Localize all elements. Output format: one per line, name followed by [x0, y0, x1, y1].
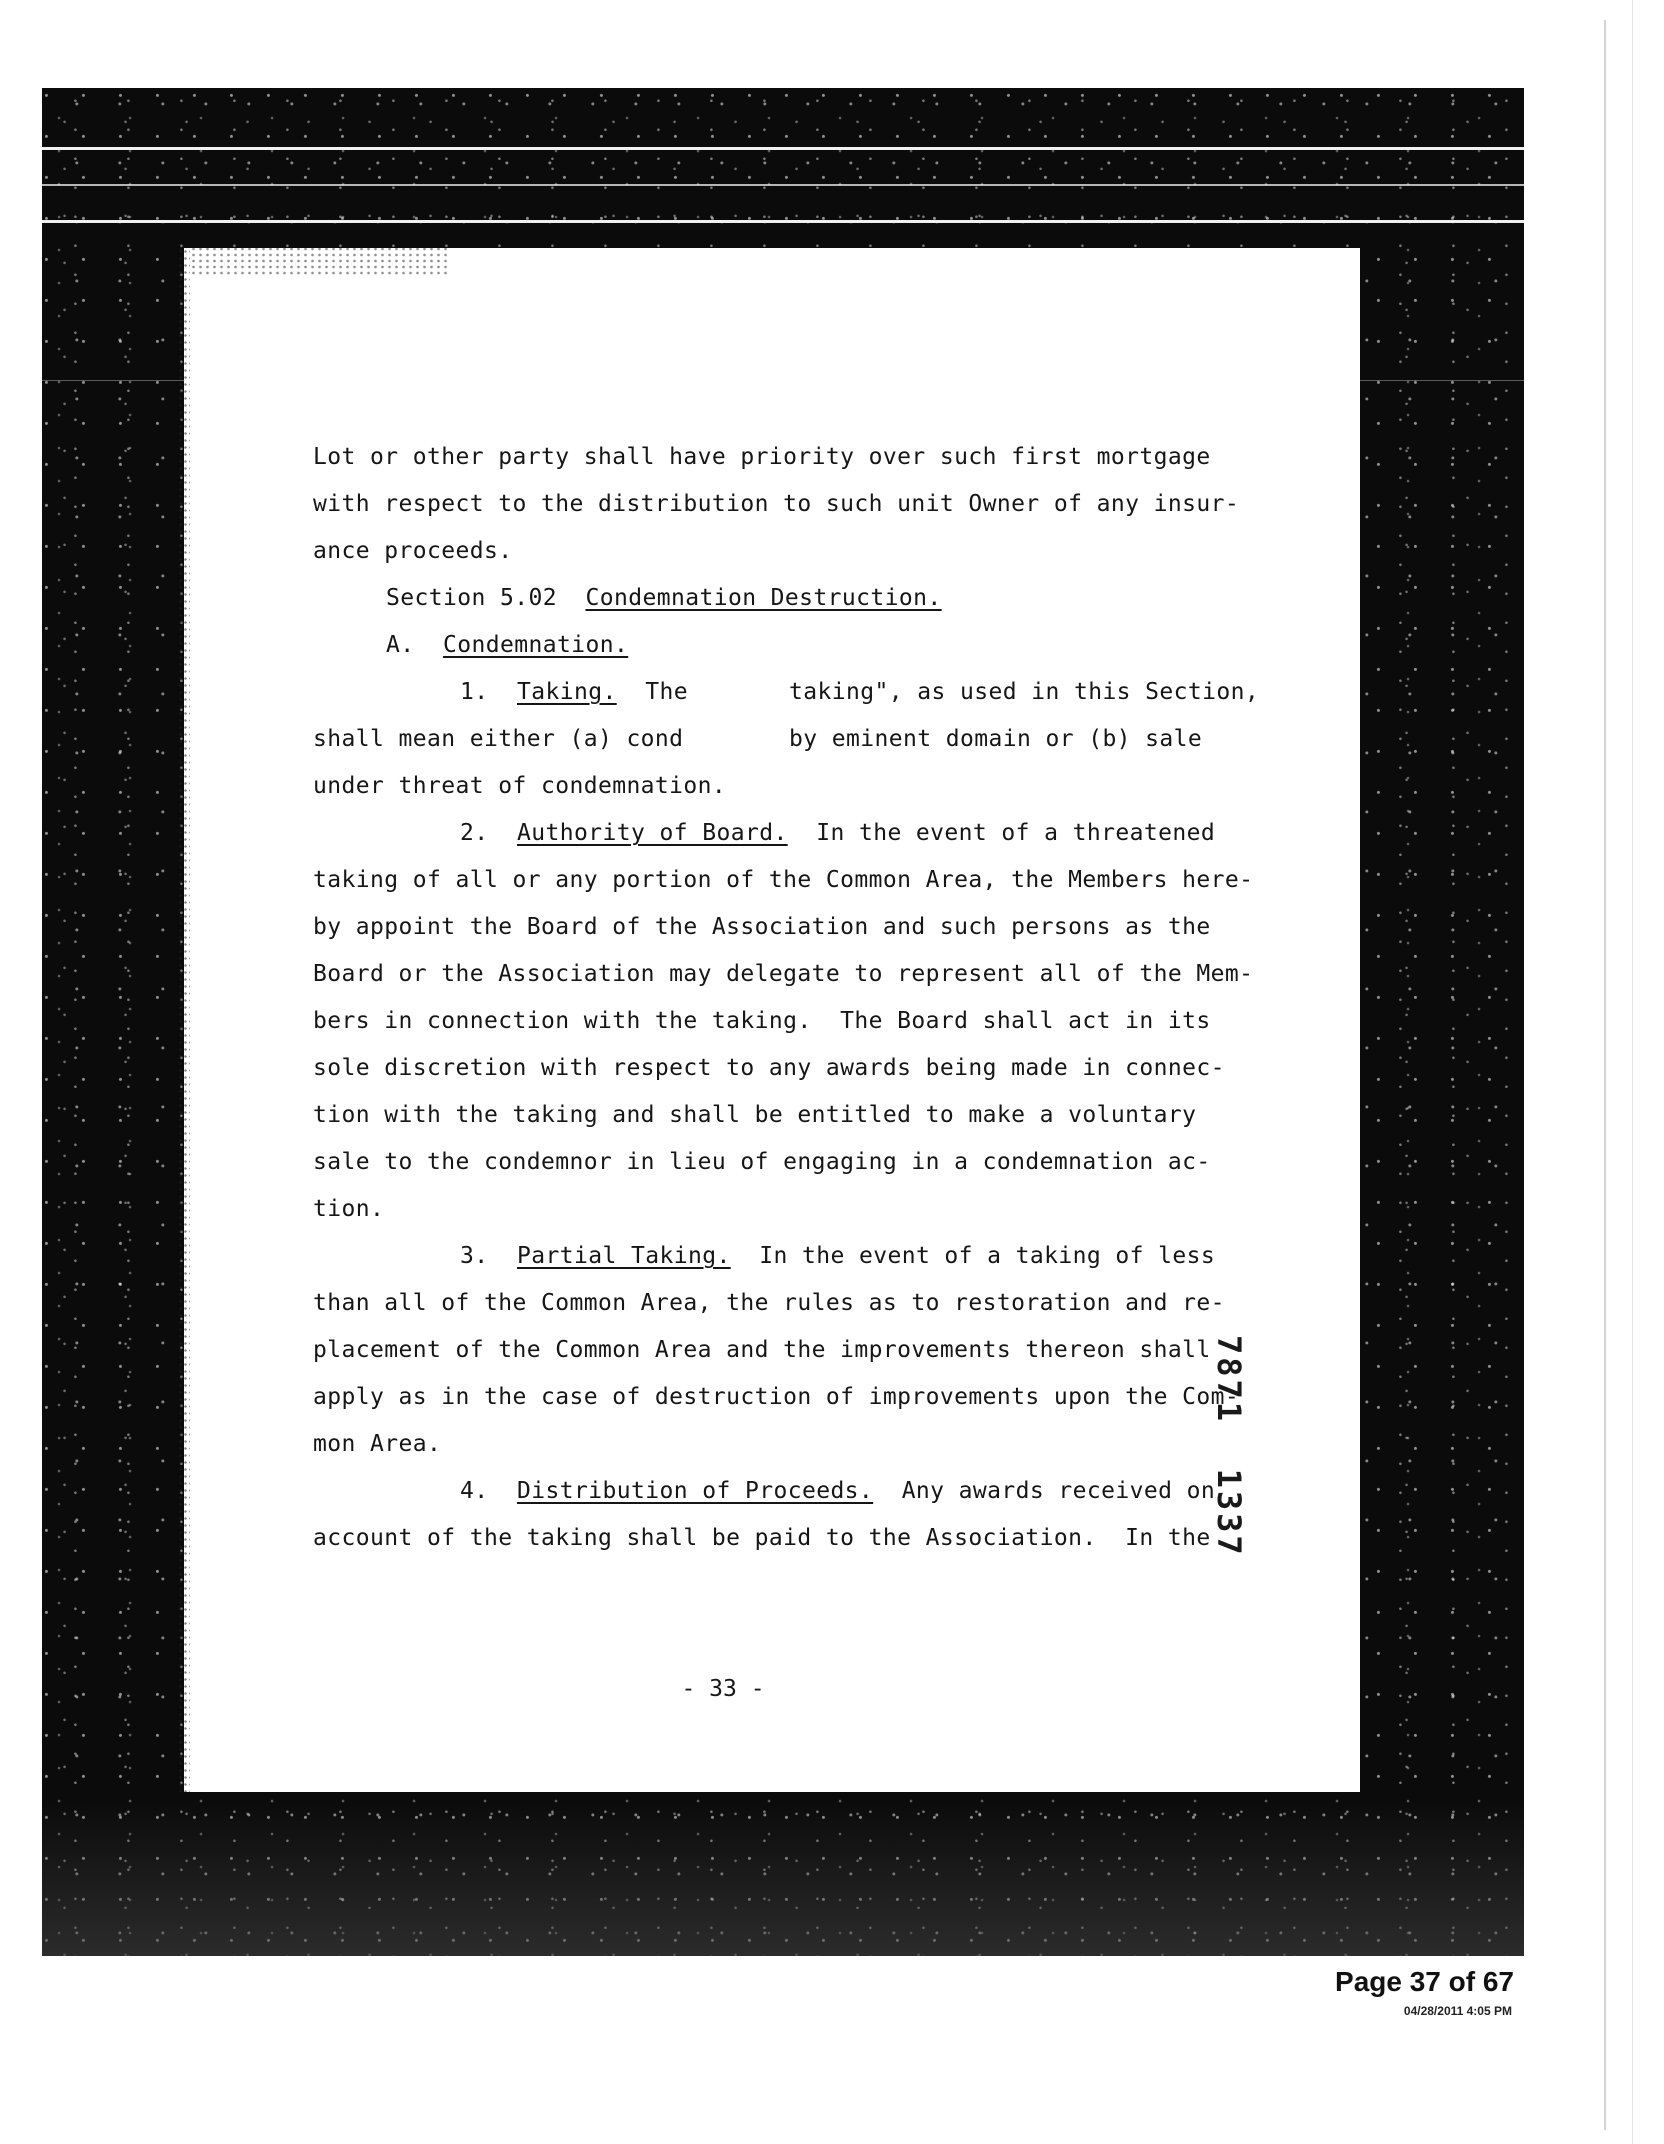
item-number: 4. — [460, 1478, 489, 1504]
scan-line — [42, 220, 1524, 223]
body-line: Board or the Association may delegate to represent all of the Mem- — [313, 961, 1254, 987]
subsection-letter: A. — [386, 632, 415, 658]
item-1-heading: 1. Taking. The — [460, 679, 688, 705]
body-line: account of the taking shall be paid to the Association. In the — [313, 1525, 1211, 1551]
section-number: Section 5.02 — [386, 585, 557, 611]
item-2-heading: 2. Authority of Board. In the event of a threatened — [460, 820, 1216, 846]
book-page-stamp: 7871 1337 — [1210, 1335, 1248, 1558]
body-line: bers in connection with the taking. The Board shall act in its — [313, 1008, 1211, 1034]
body-line: placement of the Common Area and the improvements thereon shall — [313, 1337, 1211, 1363]
item-title: Taking. — [517, 679, 617, 705]
body-line: Lot or other party shall have priority over such first mortgage — [313, 444, 1211, 470]
body-line: shall mean either (a) cond — [313, 726, 684, 752]
body-line: sale to the condemnor in lieu of engaging in a condemnation ac- — [313, 1149, 1211, 1175]
page-edge-noise — [178, 248, 190, 1792]
body-line: tion with the taking and shall be entitled to make a voluntary — [313, 1102, 1197, 1128]
body-line: under threat of condemnation. — [313, 773, 727, 799]
item-number: 1. — [460, 679, 489, 705]
body-line: than all of the Common Area, the rules as to restoration and re- — [313, 1290, 1225, 1316]
scan-bottom-shade — [42, 1800, 1524, 1956]
scan-line — [42, 184, 1524, 186]
body-line: by appoint the Board of the Association and such persons as the — [313, 914, 1211, 940]
item-number: 3. — [460, 1243, 489, 1269]
footer-page-count: Page 37 of 67 — [1335, 1966, 1514, 1997]
body-line: with respect to the distribution to such unit Owner of any insur- — [313, 491, 1240, 517]
page-corner-noise — [190, 246, 450, 276]
footer-timestamp: 04/28/2011 4:05 PM — [1403, 2004, 1512, 2018]
body-line: mon Area. — [313, 1431, 442, 1457]
page-right-border — [1604, 20, 1606, 2130]
section-heading — [386, 583, 942, 613]
item-title: Distribution of Proceeds. — [517, 1478, 874, 1504]
body-line: tion. — [313, 1196, 385, 1222]
page-right-border-outer — [1632, 0, 1633, 2144]
body-line: apply as in the case of destruction of improvements upon the Com- — [313, 1384, 1240, 1410]
scan-line — [42, 147, 1524, 150]
body-line: by eminent domain or (b) sale — [789, 726, 1203, 752]
item-3-heading: 3. Partial Taking. In the event of a taking of less — [460, 1243, 1216, 1269]
subsection-title: Condemnation. — [443, 632, 629, 658]
body-line: taking", as used in this Section, — [789, 679, 1260, 705]
body-line: taking of all or any portion of the Common Area, the Members here- — [313, 867, 1254, 893]
section-title: Condemnation Destruction. — [585, 585, 942, 611]
page-number: - 33 - — [681, 1676, 765, 1702]
subsection-heading — [386, 630, 628, 660]
item-title: Partial Taking. — [517, 1243, 731, 1269]
body-line: ance proceeds. — [313, 538, 513, 564]
body-line: sole discretion with respect to any awards being made in connec- — [313, 1055, 1225, 1081]
item-number: 2. — [460, 820, 489, 846]
item-4-heading: 4. Distribution of Proceeds. Any awards received on — [460, 1478, 1216, 1504]
item-title: Authority of Board. — [517, 820, 788, 846]
